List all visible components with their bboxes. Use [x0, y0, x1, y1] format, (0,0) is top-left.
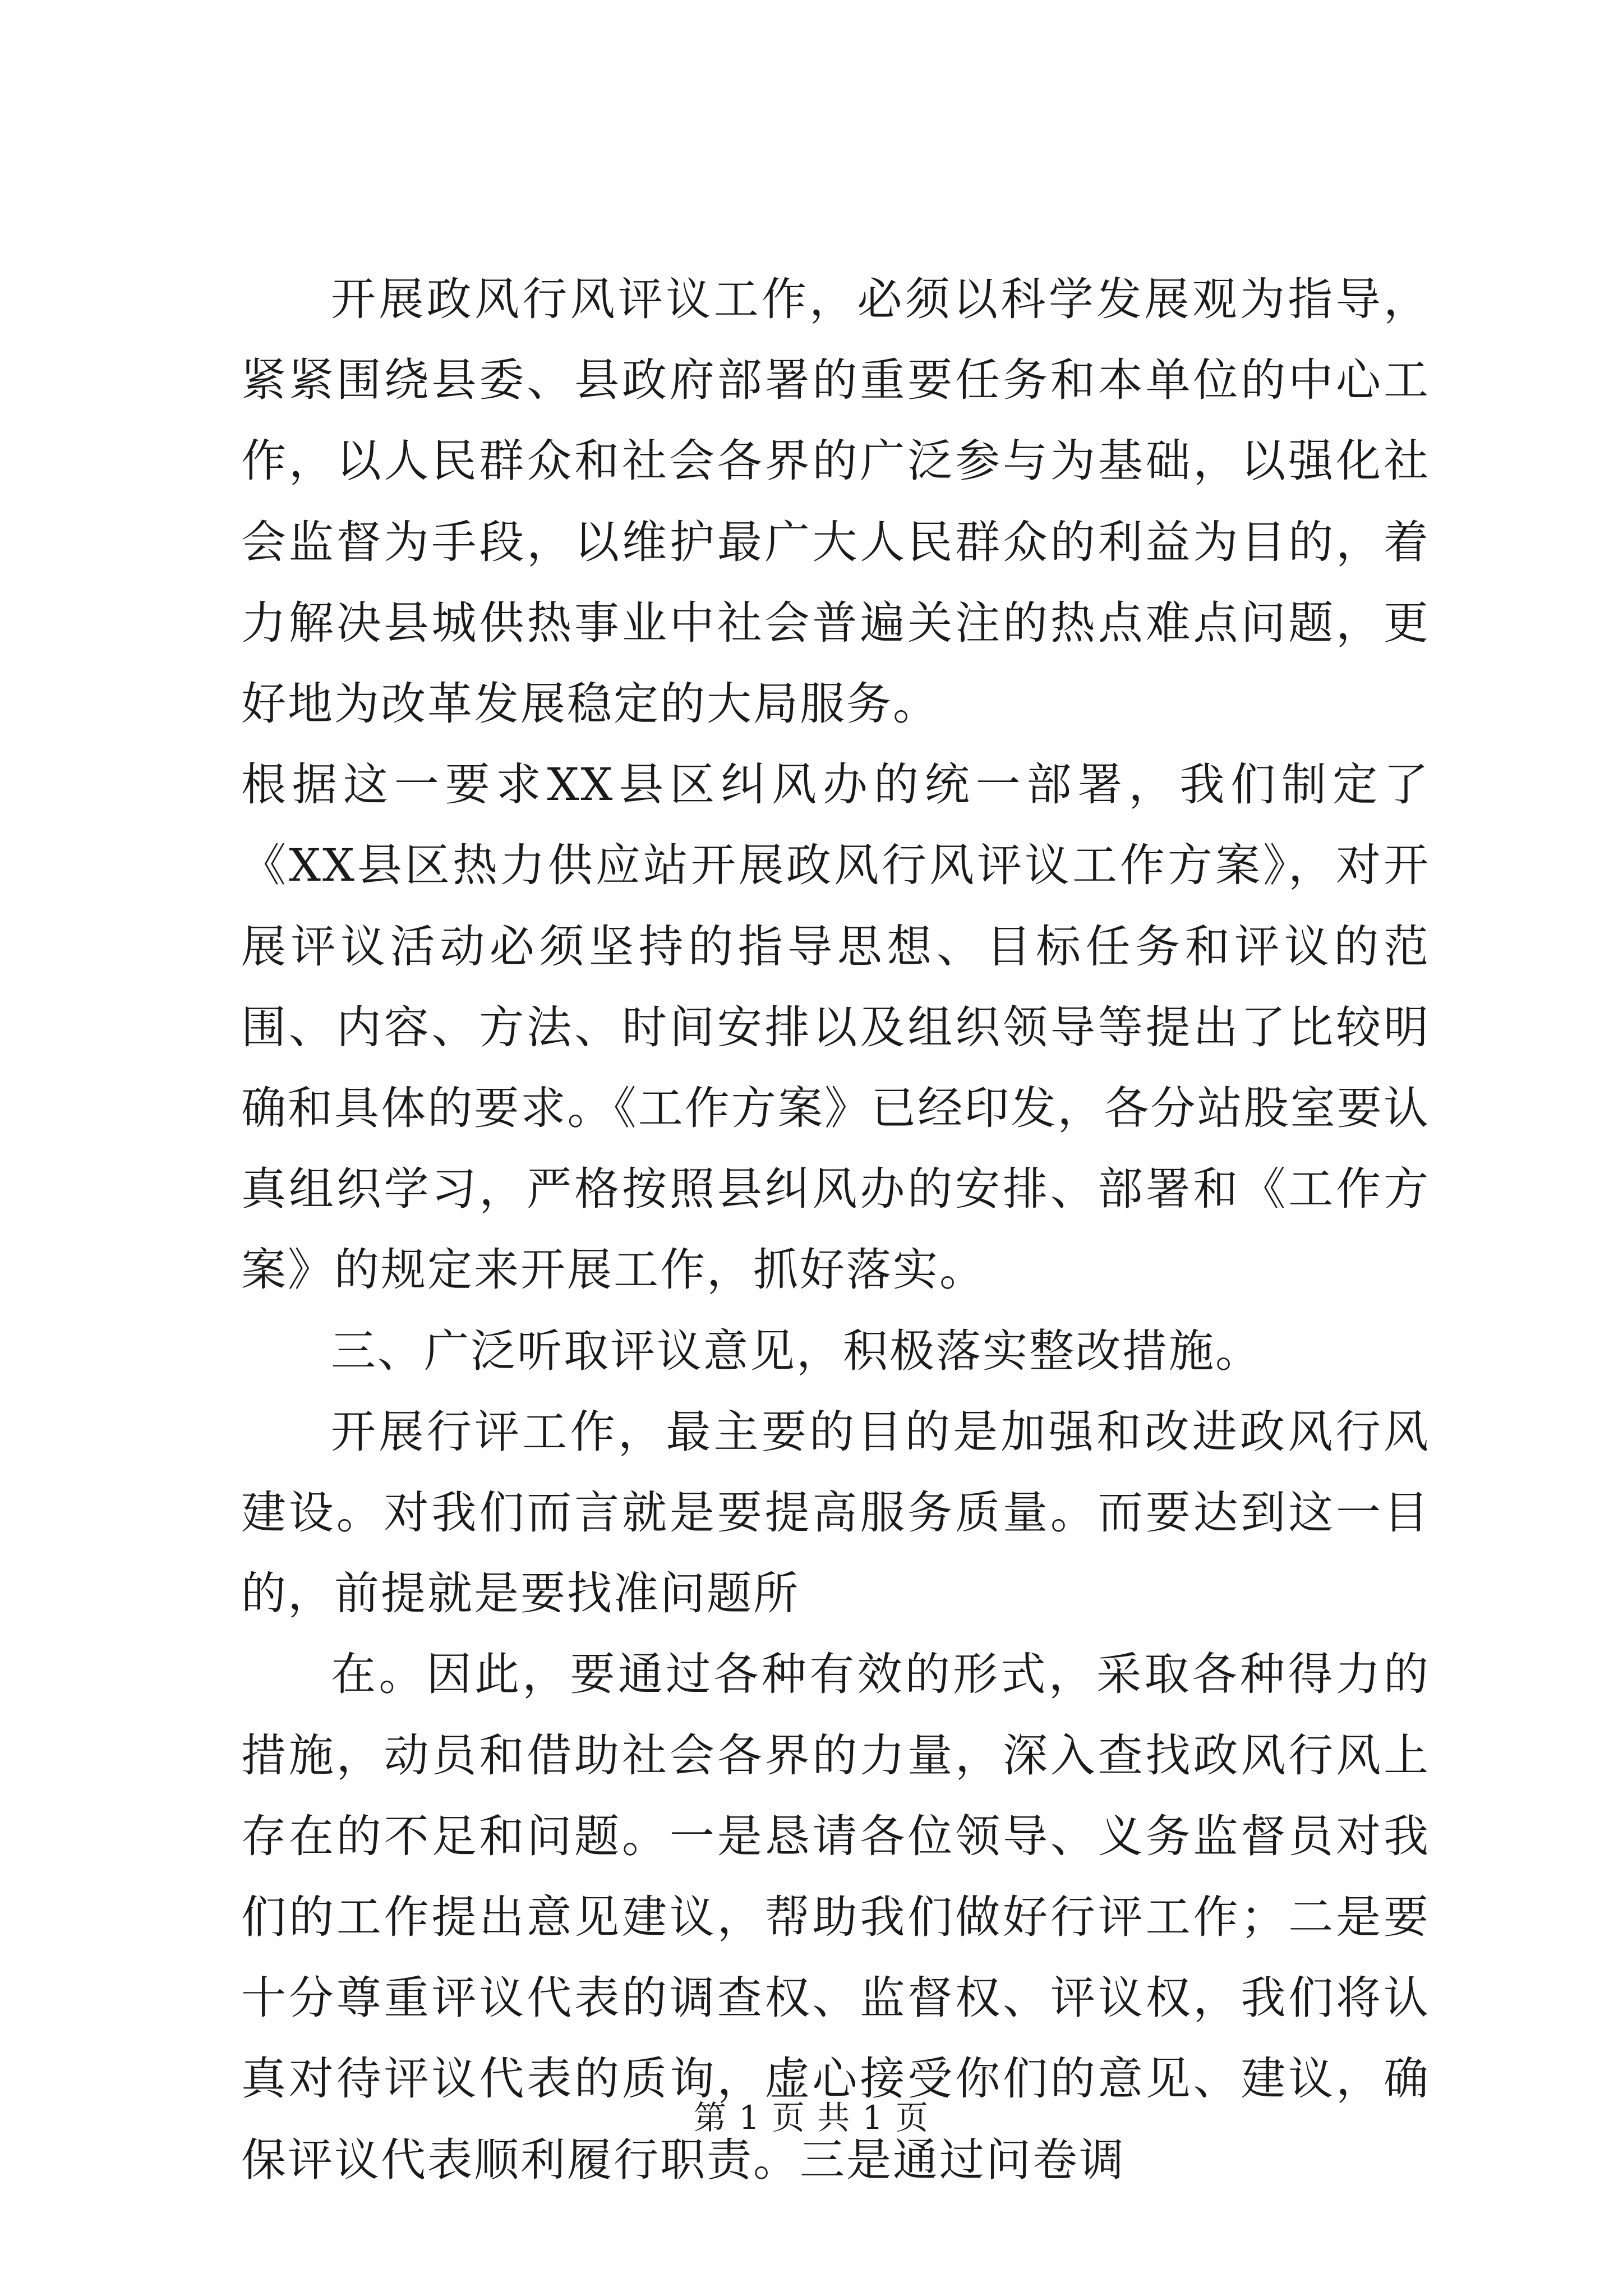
paragraph-4: 在。因此，要通过各种有效的形式，采取各种得力的措施，动员和借助社会各界的力量，深入查找政风行风上存在的不足和问题。一是恳请各位领导、义务监督员对我们的工作提出意见建议，帮助我们做好行评工作；二是要十分尊重评议代表的调查权、监督权、评议权，我们将认真对待评议代表的质询，虚心接受你们的意见、建议，确保评议代表顺利履行职责。三是通过问卷调 [241, 1648, 1430, 2186]
paragraph-3: 开展行评工作，最主要的目的是加强和改进政风行风建设。对我们而言就是要提高服务质量。而要达到这一目的，前提就是要找准问题所 [241, 1405, 1430, 1620]
paragraph-2: 根据这一要求XX县区纠风办的统一部署，我们制定了《XX县区热力供应站开展政风行风评议工作方案》，对开展评议活动必须坚持的指导思想、目标任务和评议的范围、内容、方法、时间安排以及组织领导等提出了比较明确和具体的要求。《工作方案》已经印发，各分站股室要认真组织学习，严格按照县纠风办的安排、部署和《工作方案》的规定来开展工作，抓好落实。 [241, 758, 1430, 1296]
page-number-footer: 第 1 页 共 1 页 [694, 2099, 929, 2137]
document-body [241, 259, 1430, 2201]
section-heading: 三、广泛听取评议意见，积极落实整改措施。 [331, 1324, 1262, 1377]
paragraph-1: 开展政风行风评议工作，必须以科学发展观为指导，紧紧围绕县委、县政府部署的重要任务和本单位的中心工作，以人民群众和社会各界的广泛参与为基础，以强化社会监督为手段，以维护最广大人民群众的利益为目的，着力解决县城供热事业中社会普遍关注的热点难点问题，更好地为改革发展稳定的大局服务。 [241, 273, 1430, 730]
